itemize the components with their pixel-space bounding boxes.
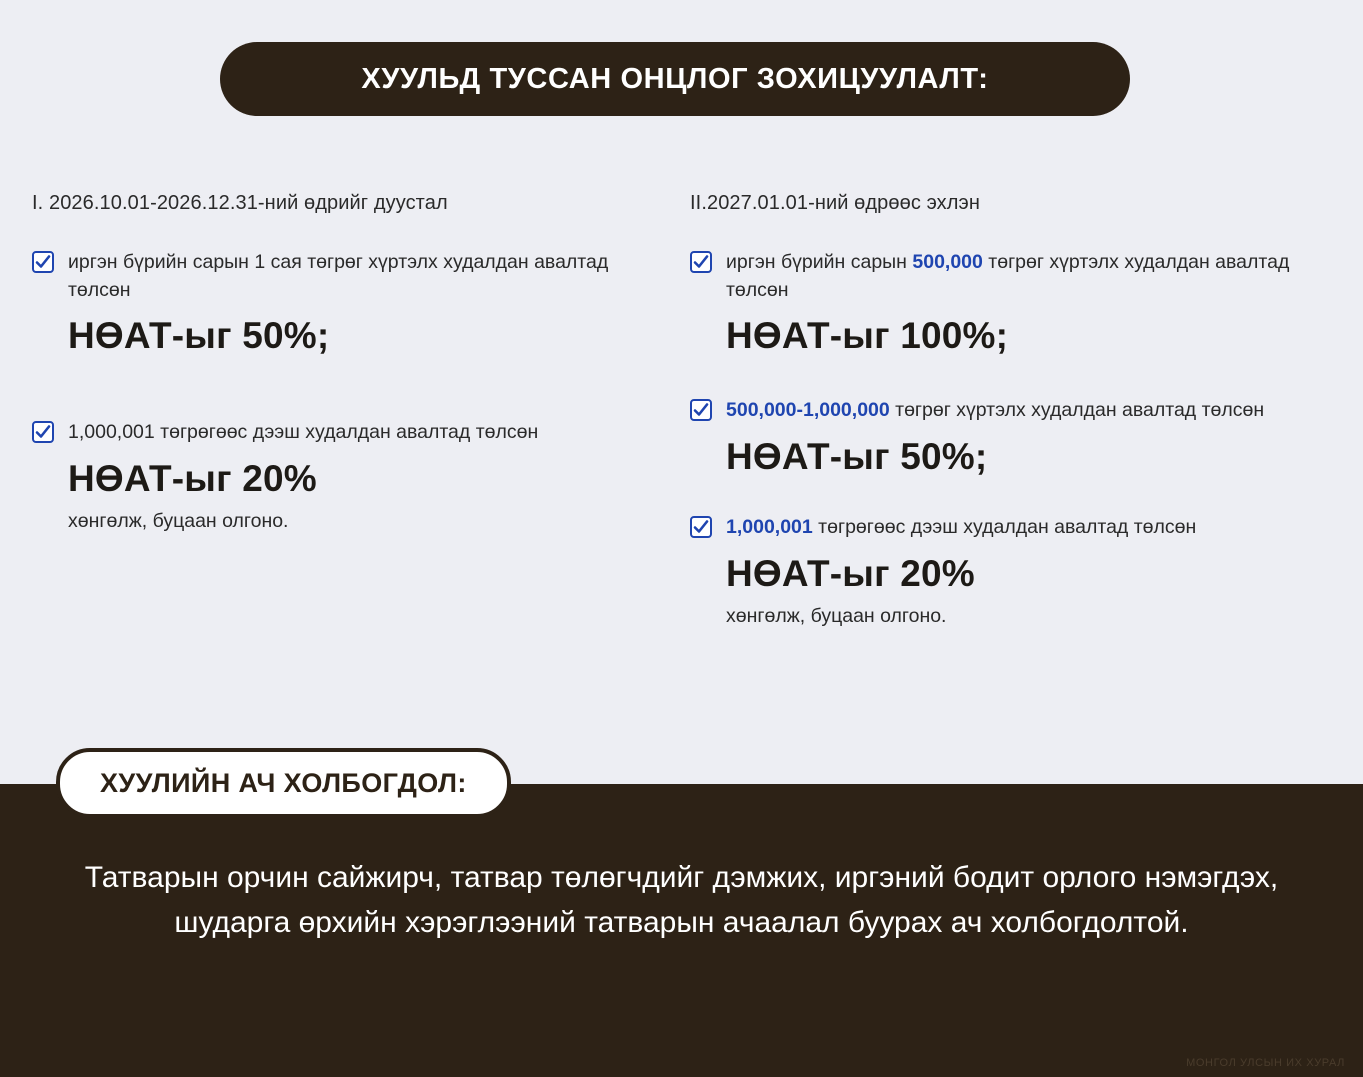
checkbox-icon (690, 399, 712, 421)
list-item-text (726, 397, 1343, 425)
footer-text: Татварын орчин сайжирч, татвар төлөгчдийг дэмжих, иргэний бодит орлого нэмэгдэх, шударга өрхийн хэрэглээний татварын ачаалал буурах ач холбогдолтой. (84, 861, 1279, 939)
list-item-body (726, 397, 1343, 478)
lead-suffix: төгрөгөөс дээш худалдан авалтад төлсөн (812, 516, 1197, 539)
list-item-emphasis: НӨАТ-ыг 100%; (726, 315, 1009, 357)
lead-suffix: төгрөг хүртэлх худалдан авалтад төлсөн (726, 251, 1290, 301)
lead-prefix: 1,000,001 төгрөгөөс дээш худалдан авалтад төлсөн (68, 421, 539, 444)
content-columns (0, 192, 1363, 654)
column-left (0, 192, 690, 654)
list-item-body (68, 419, 670, 533)
lead-highlight: 500,000-1,000,000 (726, 399, 890, 422)
checkbox-icon (32, 251, 54, 273)
list-item-emphasis: НӨАТ-ыг 20% (726, 552, 975, 594)
footer-banner-label: ХУУЛИЙН АЧ ХОЛБОГДОЛ: (100, 767, 467, 798)
column-right (690, 192, 1363, 654)
list-item-text (726, 514, 1343, 542)
list-item (32, 419, 670, 533)
lead-prefix: иргэн бүрийн сарын 1 сая төгрөг хүртэлх худалдан авалтад төлсөн (68, 251, 609, 301)
footer-banner (56, 748, 511, 818)
list-item (690, 249, 1343, 357)
list-item (32, 249, 670, 357)
lead-prefix: иргэн бүрийн сарын (726, 251, 913, 273)
list-item-tail: хөнгөлж, буцаан олгоно. (68, 510, 289, 533)
title-banner (220, 42, 1130, 116)
list-item-body (726, 514, 1343, 628)
list-item-body (68, 249, 670, 357)
list-item-text (726, 249, 1343, 304)
list-item (690, 514, 1343, 628)
checkbox-icon (690, 251, 712, 273)
lead-highlight: 1,000,001 (726, 516, 813, 539)
list-item-tail: хөнгөлж, буцаан олгоно. (726, 604, 947, 627)
checkbox-icon (32, 421, 54, 443)
list-item-emphasis: НӨАТ-ыг 20% (68, 458, 317, 500)
watermark-label: МОНГОЛ УЛСЫН ИХ ХУРАЛ (1186, 1057, 1345, 1069)
lead-highlight: 500,000 (912, 251, 983, 273)
lead-suffix: төгрөг хүртэлх худалдан авалтад төлсөн (889, 399, 1265, 422)
list-item-body (726, 249, 1343, 357)
list-item-emphasis: НӨАТ-ыг 50%; (726, 436, 988, 478)
page-title: ХУУЛЬД ТУССАН ОНЦЛОГ ЗОХИЦУУЛАЛТ: (361, 62, 989, 95)
checkbox-icon (690, 516, 712, 538)
list-item-text (68, 249, 670, 304)
column-left-heading: I. 2026.10.01-2026.12.31-ний өдрийг дуустал (32, 192, 448, 214)
list-item-emphasis: НӨАТ-ыг 50%; (68, 315, 330, 357)
list-item-text (68, 419, 670, 447)
list-item (690, 397, 1343, 478)
column-right-heading: II.2027.01.01-ний өдрөөс эхлэн (690, 192, 980, 214)
